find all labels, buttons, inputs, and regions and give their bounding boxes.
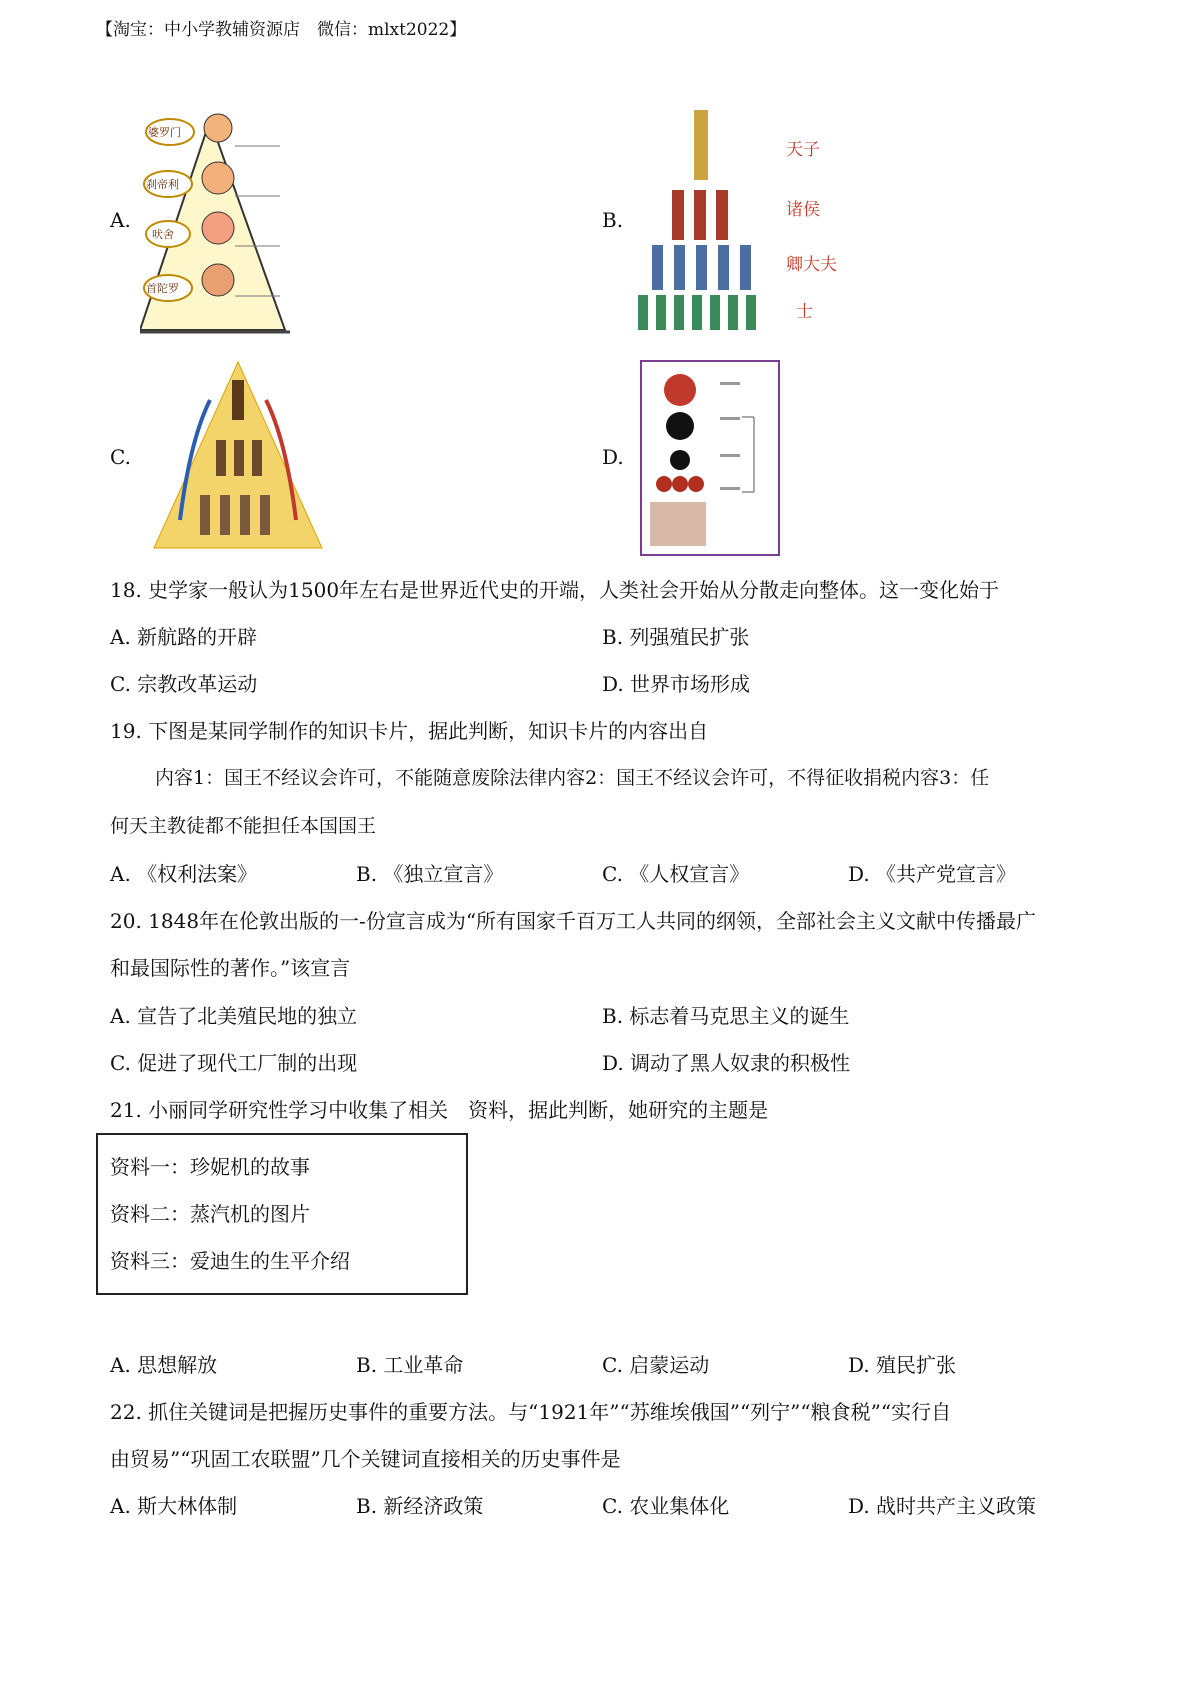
q18-option-b: B. 列强殖民扩张 (602, 625, 750, 649)
zhou-label-tianzi: 天子 (786, 140, 820, 160)
page-header: 【淘宝：中小学教辅资源店 微信：mlxt2022】 (96, 20, 467, 40)
q21-option-d: D. 殖民扩张 (848, 1353, 957, 1377)
q20-option-c: C. 促进了现代工厂制的出现 (110, 1051, 358, 1075)
q20-stem-line1: 20. 1848年在伦敦出版的一-份宣言成为“所有国家千百万工人共同的纲领，全部社会主义文献中传播最广 (110, 909, 1037, 933)
zhou-label-zhuhou: 诸侯 (786, 200, 820, 220)
q17-option-a-label: A. (110, 208, 131, 232)
q21-material-3: 资料三：爱迪生的生平介绍 (110, 1249, 350, 1273)
q17-option-d-label: D. (602, 445, 624, 469)
zhou-hierarchy-image (630, 105, 850, 335)
q22-stem-line2: 由贸易”“巩固工农联盟”几个关键词直接相关的历史事件是 (110, 1447, 621, 1471)
caste-pyramid-image (140, 100, 290, 340)
q21-materials-box (96, 1133, 468, 1295)
zhou-label-shi: 士 (796, 302, 813, 322)
q18-stem: 18. 史学家一般认为1500年左右是世界近代史的开端，人类社会开始从分散走向整体。这一变化始于 (110, 578, 1000, 602)
q18-option-c: C. 宗教改革运动 (110, 672, 258, 696)
q21-option-b: B. 工业革命 (356, 1353, 464, 1377)
q20-option-b: B. 标志着马克思主义的诞生 (602, 1004, 850, 1028)
q18-option-a: A. 新航路的开辟 (110, 625, 258, 649)
zhou-label-qingdafu: 卿大夫 (786, 255, 837, 275)
q20-option-d: D. 调动了黑人奴隶的积极性 (602, 1051, 851, 1075)
caste-label-brahmin: 婆罗门 (148, 126, 181, 139)
q21-material-1: 资料一：珍妮机的故事 (110, 1155, 310, 1179)
caste-label-kshatriya: 刹帝利 (146, 178, 179, 191)
q18-option-d: D. 世界市场形成 (602, 672, 751, 696)
q17-option-c-label: C. (110, 445, 131, 469)
q19-card-line1: 内容1：国王不经议会许可，不能随意废除法律内容2：国王不经议会许可，不得征收捐税内容3：任 (155, 767, 990, 789)
q22-option-c: C. 农业集体化 (602, 1494, 730, 1518)
caste-label-vaishya: 吠舍 (152, 228, 174, 241)
q19-option-b: B. 《独立宣言》 (356, 862, 504, 886)
q19-card-line2: 何天主教徒都不能担任本国国王 (110, 815, 377, 837)
q21-option-a: A. 思想解放 (110, 1353, 218, 1377)
japan-hierarchy-image (640, 360, 780, 556)
q22-option-a: A. 斯大林体制 (110, 1494, 238, 1518)
q21-material-2: 资料二：蒸汽机的图片 (110, 1202, 310, 1226)
q19-option-d: D. 《共产党宣言》 (848, 862, 1017, 886)
caste-label-shudra: 首陀罗 (146, 282, 179, 295)
q22-option-d: D. 战时共产主义政策 (848, 1494, 1037, 1518)
q22-stem-line1: 22. 抓住关键词是把握历史事件的重要方法。与“1921年”“苏维埃俄国”“列宁”“粮食税”“实行自 (110, 1400, 952, 1424)
q19-option-a: A. 《权利法案》 (110, 862, 258, 886)
q20-stem-line2: 和最国际性的著作。”该宣言 (110, 956, 351, 980)
q19-option-c: C. 《人权宣言》 (602, 862, 750, 886)
q21-option-c: C. 启蒙运动 (602, 1353, 710, 1377)
q21-stem: 21. 小丽同学研究性学习中收集了相关 资料，据此判断，她研究的主题是 (110, 1098, 769, 1122)
q22-option-b: B. 新经济政策 (356, 1494, 484, 1518)
q19-stem: 19. 下图是某同学制作的知识卡片，据此判断，知识卡片的内容出自 (110, 719, 709, 743)
feudal-pyramid-image (150, 360, 325, 550)
q20-option-a: A. 宣告了北美殖民地的独立 (110, 1004, 358, 1028)
q17-option-b-label: B. (602, 208, 624, 232)
